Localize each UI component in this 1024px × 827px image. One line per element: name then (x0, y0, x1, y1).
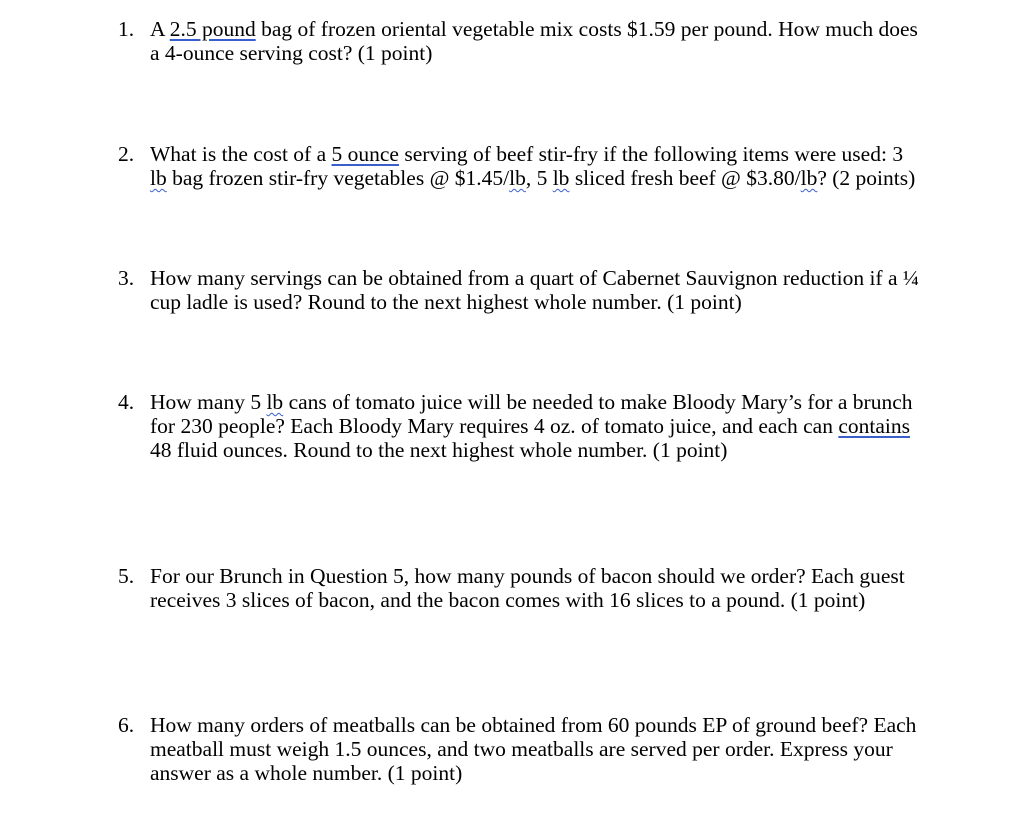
question-line: cup ladle is used? Round to the next highest whole number. (1 point) (150, 290, 742, 314)
text-segment: A (150, 17, 170, 41)
underlined-text: 5 ounce (331, 142, 399, 166)
underlined-text: 2.5 pound (169, 17, 256, 41)
question-line: 48 fluid ounces. Round to the next highest whole number. (1 point) (150, 438, 728, 462)
question-text (150, 713, 938, 785)
question-number: 6. (118, 713, 135, 737)
question-line: For our Brunch in Question 5, how many pounds of bacon should we order? Each guest (150, 564, 905, 588)
question-line: How many orders of meatballs can be obtained from 60 pounds EP of ground beef? Each (150, 713, 917, 737)
question-text (150, 564, 938, 612)
text-segment: for 230 people? Each Bloody Mary requires 4 oz. of tomato juice, and each can (150, 414, 839, 438)
question-text (150, 266, 938, 314)
underlined-text: contains (838, 414, 911, 438)
spellcheck-flagged-text: lb (800, 166, 818, 190)
text-segment: bag frozen stir-fry vegetables @ $1.45/ (166, 166, 510, 190)
question-line: a 4-ounce serving cost? (1 point) (150, 41, 433, 65)
question-line (150, 390, 938, 414)
question-number: 1. (118, 17, 135, 41)
text-segment: , 5 (525, 166, 553, 190)
spellcheck-flagged-text: lb (509, 166, 526, 190)
text-segment: serving of beef stir-fry if the following items were used: 3 (398, 142, 904, 166)
text-segment: What is the cost of a (150, 142, 332, 166)
question-line (150, 414, 938, 438)
question-number: 4. (118, 390, 135, 414)
question-line: How many servings can be obtained from a quart of Cabernet Sauvignon reduction if a ¼ (150, 266, 920, 290)
question-text (150, 142, 938, 190)
text-segment: How many 5 (150, 390, 267, 414)
question-line (150, 17, 938, 41)
text-segment: ? (2 points) (817, 166, 916, 190)
spellcheck-flagged-text: lb (552, 166, 570, 190)
spellcheck-flagged-text: lb (266, 390, 284, 414)
question-text (150, 390, 938, 462)
question-number: 2. (118, 142, 135, 166)
question-line: meatball must weigh 1.5 ounces, and two meatballs are served per order. Express your (150, 737, 893, 761)
question-line (150, 142, 938, 166)
question-line: answer as a whole number. (1 point) (150, 761, 463, 785)
text-segment: cans of tomato juice will be needed to make Bloody Mary’s for a brunch (283, 390, 913, 414)
question-number: 5. (118, 564, 135, 588)
question-line (150, 166, 938, 190)
question-line: receives 3 slices of bacon, and the bacon comes with 16 slices to a pound. (1 point) (150, 588, 866, 612)
question-number: 3. (118, 266, 135, 290)
spellcheck-flagged-text: lb (150, 166, 167, 190)
question-text (150, 17, 938, 65)
text-segment: sliced fresh beef @ $3.80/ (569, 166, 801, 190)
text-segment: bag of frozen oriental vegetable mix costs $1.59 per pound. How much does (255, 17, 918, 41)
